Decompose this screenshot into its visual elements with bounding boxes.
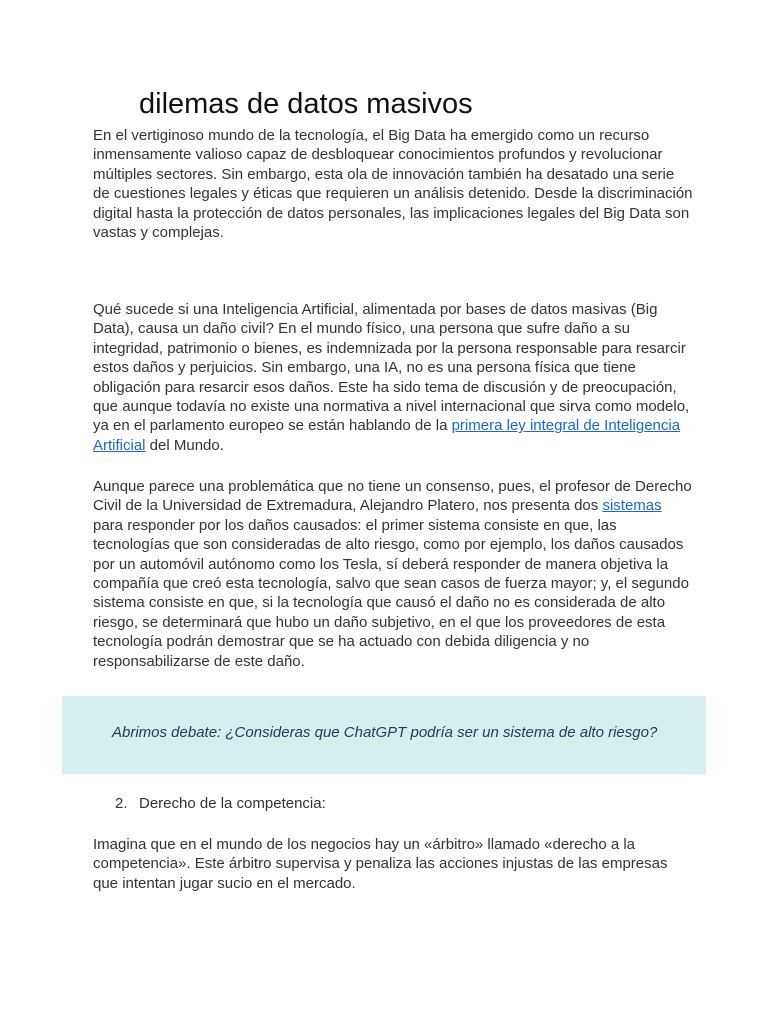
liability-text-end: para responder por los daños causados: el primer sistema consiste en que, las tecnologías que son consideradas de alto riesgo, como por ejemplo, los daños causados por un automóvil autónomo como los Tesla, sí deberá responder de manera objetiva la compañía que creó esta tecnología, salvo que sean casos de fuerza mayor; y, el segundo sistema consiste en que, si la tecnología que causó el daño no es considerada de alto riesgo, se determinará que hubo un daño subjetivo, en el que los proveedores de esta tecnología podrán demostrar que se ha actuado con debida diligencia y no responsabilizarse de este daño. (93, 516, 689, 670)
competition-paragraph: Imagina que en el mundo de los negocios hay un «árbitro» llamado «derecho a la competencia». Este árbitro supervisa y penaliza las acciones injustas de las empresas que intentan jugar sucio en el mercado. (93, 836, 668, 892)
debate-question: Abrimos debate: ¿Consideras que ChatGPT podría ser un sistema de alto riesgo? (112, 724, 658, 741)
intro-paragraph: En el vertiginoso mundo de la tecnología, el Big Data ha emergido como un recurso inmensamente valioso capaz de desbloquear conocimientos profundos y revolucionar múltiples sectores. Sin embargo, esta ola de innovación también ha desatado una serie de cuestiones legales y éticas que requieren un análisis detenido. Desde la discriminación digital hasta la protección de datos personales, las implicaciones legales del Big Data son vastas y complejas. (93, 127, 693, 242)
ai-damage-text: Qué sucede si una Inteligencia Artificial, alimentada por bases de datos masivas (Big Data), causa un daño civil? En el mundo físico, una persona que sufre daño a su integridad, patrimonio o bienes, es indemnizada por la persona responsable para resarcir estos daños y perjuicios. Sin embargo, una IA, no es una persona física que tiene obligación para resarcir esos daños. Este ha sido tema de discusión y de preocupación, que aunque todavía no existe una normativa a nivel internacional que sirva como modelo, ya en el parlamento europeo se están hablando de la (93, 301, 690, 435)
list-item-competition-law (115, 794, 326, 813)
ai-damage-text-end: del Mundo. (145, 436, 224, 454)
liability-text: Aunque parece una problemática que no tiene un consenso, pues, el profesor de Derecho Civil de la Universidad de Extremadura, Alejandro Platero, nos presenta dos (93, 478, 692, 515)
list-item-label: Derecho de la competencia: (139, 795, 326, 812)
sistemas-link[interactable]: sistemas (602, 497, 662, 515)
liability-systems-paragraph (93, 477, 693, 671)
debate-callout (62, 696, 706, 774)
ai-law-link[interactable]: primera ley integral de Inteligencia Artificial (93, 417, 681, 454)
document-title: dilemas de datos masivos (139, 88, 473, 120)
list-number: 2. (115, 795, 128, 812)
ai-damage-paragraph (93, 300, 693, 455)
